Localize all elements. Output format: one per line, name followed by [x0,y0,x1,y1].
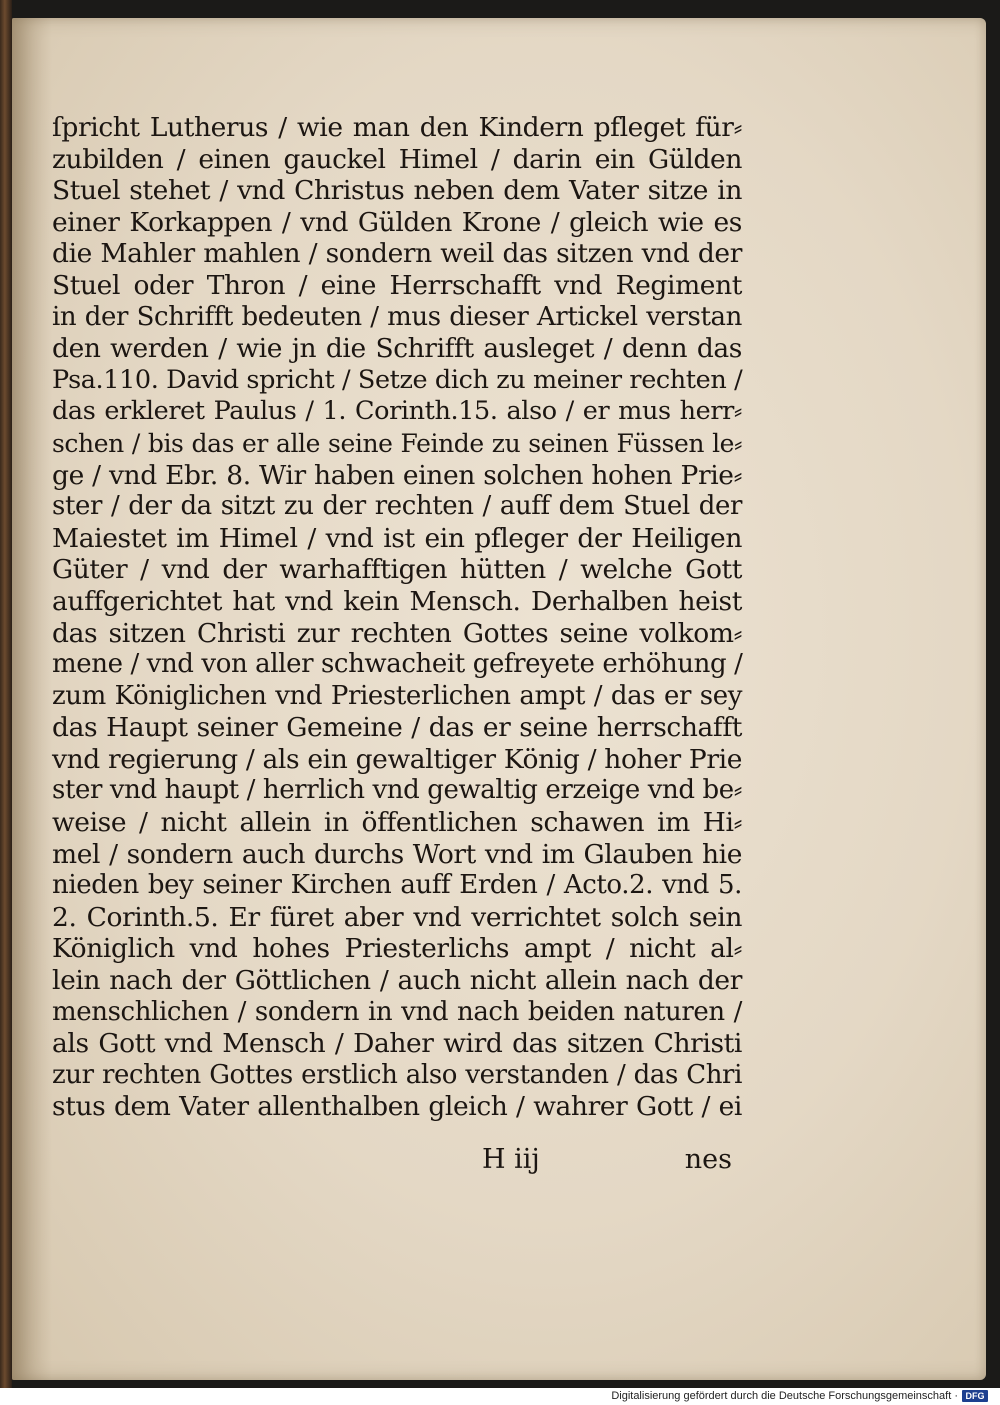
funding-credit: Digitalisierung gefördert durch die Deutsche Forschungsgemeinschaft · [611,1390,958,1402]
text-line: Maiestet im Himel / vnd ist ein pfleger der Heiligen [52,522,742,554]
text-line: ge / vnd Ebr. 8. Wir haben einen solchen hohen Prie⸗ [52,459,742,491]
text-line: ster / der da sitzt zu der rechten / auff dem Stuel der [52,491,742,522]
text-line: Psa.110. David spricht / Setze dich zu meiner rechten / [52,364,743,395]
text-line: den werden / wie jn die Schrifft ausleget / denn das [52,333,742,365]
text-line: Stuel oder Thron / eine Herrschafft vnd Regiment [52,269,742,301]
text-line: zubilden / einen gauckel Himel / darin ein Gülden [52,143,742,175]
text-line: ster vnd haupt / herrlich vnd gewaltig erzeige vnd be⸗ [52,775,742,806]
text-line: ſpricht Lutherus / wie man den Kindern pfleget für⸗ [52,112,742,143]
text-line: das sitzen Christi zur rechten Gottes seine volkom⸗ [52,617,742,649]
text-line: zum Königlichen vnd Priesterlichen ampt / das er sey [52,680,742,711]
page-foot-row [482,1144,732,1180]
text-line: nieden bey seiner Kirchen auff Erden / Acto.2. vnd 5. [52,870,742,901]
text-line: menschlichen / sondern in vnd nach beiden naturen / [52,996,742,1027]
text-line: als Gott vnd Mensch / Daher wird das sitzen Christi [52,1028,742,1060]
text-line: Güter / vnd der warhafftigen hütten / welche Gott [52,554,742,586]
text-line: Königlich vnd hohes Priesterlichs ampt / nicht al⸗ [52,933,742,965]
text-line: Stuel stehet / vnd Christus neben dem Vater sitze in [52,175,742,207]
text-line: mene / vnd von aller schwacheit gefreyete erhöhung / [52,649,743,680]
text-line: stus dem Vater allenthalben gleich / wahrer Gott / ei [52,1091,742,1123]
text-line: vnd regierung / als ein gewaltiger König / hoher Prie [52,743,742,775]
text-line: das erkleret Paulus / 1. Corinth.15. also / er mus herr⸗ [52,396,742,427]
catchword: nes [684,1144,732,1175]
signature-mark: H iij [482,1144,540,1175]
text-line: einer Korkappen / vnd Gülden Krone / gleich wie es [52,206,742,238]
book-spine-edge [0,0,12,1388]
text-line: zur rechten Gottes erstlich also verstanden / das Chri [52,1059,742,1090]
text-line: die Mahler mahlen / sondern weil das sitzen vnd der [52,238,742,270]
text-line: weise / nicht allein in öffentlichen schawen im Hi⸗ [52,807,742,839]
book-page [12,18,986,1380]
page-text-block [52,112,742,1123]
text-line: in der Schrifft bedeuten / mus dieser Artickel verstan [52,301,742,332]
text-line: 2. Corinth.5. Er füret aber vnd verrichtet solch sein [52,901,742,933]
digitization-footer [0,1388,1000,1405]
text-line: das Haupt seiner Gemeine / das er seine herrschafft [52,712,742,744]
text-line: lein nach der Göttlichen / auch nicht allein nach der [52,965,742,997]
text-line: auffgerichtet hat vnd kein Mensch. Derhalben heist [52,585,742,617]
text-line: mel / sondern auch durchs Wort vnd im Glauben hie [52,838,742,870]
text-line: schen / bis das er alle seine Feinde zu seinen Füssen le⸗ [52,428,742,458]
gutter-shadow [12,18,52,1380]
dfg-logo: DFG [962,1390,988,1402]
